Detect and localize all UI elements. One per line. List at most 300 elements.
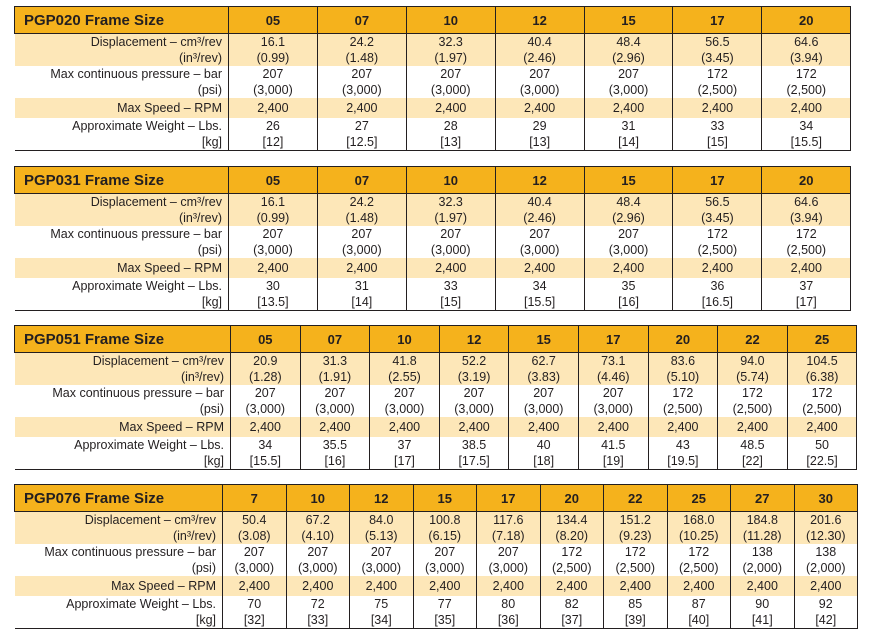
spec-row-pressure-psi bbox=[15, 242, 851, 258]
value-cell: 134.4 bbox=[540, 512, 604, 529]
size-header: 25 bbox=[787, 326, 857, 353]
value-cell: 56.5 bbox=[673, 194, 762, 211]
value-cell: 41.5 bbox=[578, 437, 648, 453]
value-cell: 52.2 bbox=[439, 353, 509, 370]
value-cell: 207 bbox=[229, 66, 318, 82]
value-cell: (4.46) bbox=[578, 369, 648, 385]
value-cell: (2.46) bbox=[495, 210, 584, 226]
value-cell: 2,400 bbox=[673, 98, 762, 118]
value-cell: 2,400 bbox=[495, 98, 584, 118]
value-cell: 100.8 bbox=[413, 512, 477, 529]
row-label: Max continuous pressure – bar bbox=[15, 66, 229, 82]
value-cell: 172 bbox=[648, 385, 718, 401]
row-label: Max Speed – RPM bbox=[15, 98, 229, 118]
spec-row-pressure-psi bbox=[15, 560, 858, 576]
value-cell: 50.4 bbox=[223, 512, 287, 529]
size-header: 07 bbox=[300, 326, 370, 353]
value-cell: 2,400 bbox=[673, 258, 762, 278]
value-cell: 92 bbox=[794, 596, 858, 612]
value-cell: 207 bbox=[495, 66, 584, 82]
size-header: 17 bbox=[477, 485, 541, 512]
value-cell: (0.99) bbox=[229, 210, 318, 226]
value-cell: (2,500) bbox=[718, 401, 788, 417]
value-cell: [39] bbox=[604, 612, 668, 629]
spec-table bbox=[14, 325, 857, 470]
value-cell: 2,400 bbox=[439, 417, 509, 437]
frame-size-title: PGP051 Frame Size bbox=[15, 326, 231, 353]
value-cell: 33 bbox=[673, 118, 762, 134]
size-header: 22 bbox=[718, 326, 788, 353]
spec-row-pressure-psi bbox=[15, 401, 857, 417]
value-cell: 151.2 bbox=[604, 512, 668, 529]
value-cell: (3.94) bbox=[762, 210, 851, 226]
value-cell: [19.5] bbox=[648, 453, 718, 470]
value-cell: 172 bbox=[762, 66, 851, 82]
value-cell: [22] bbox=[718, 453, 788, 470]
size-header: 17 bbox=[673, 7, 762, 34]
spec-row-weight-lbs bbox=[15, 437, 857, 453]
value-cell: 62.7 bbox=[509, 353, 579, 370]
row-label: Max continuous pressure – bar bbox=[15, 226, 229, 242]
row-label: (in³/rev) bbox=[15, 369, 231, 385]
value-cell: (3,000) bbox=[495, 242, 584, 258]
value-cell: [17] bbox=[762, 294, 851, 311]
value-cell: [15.5] bbox=[762, 134, 851, 151]
value-cell: (12.30) bbox=[794, 528, 858, 544]
value-cell: (3.08) bbox=[223, 528, 287, 544]
row-label: [kg] bbox=[15, 453, 231, 470]
value-cell: [40] bbox=[667, 612, 731, 629]
spec-row-displacement-cm3 bbox=[15, 353, 857, 370]
row-label: [kg] bbox=[15, 134, 229, 151]
value-cell: 35 bbox=[584, 278, 673, 294]
value-cell: 2,400 bbox=[584, 98, 673, 118]
spec-row-displacement-in3 bbox=[15, 528, 858, 544]
value-cell: 207 bbox=[286, 544, 350, 560]
value-cell: 40 bbox=[509, 437, 579, 453]
value-cell: 2,400 bbox=[762, 98, 851, 118]
value-cell: 24.2 bbox=[317, 34, 406, 51]
value-cell: (3.83) bbox=[509, 369, 579, 385]
row-label: Max Speed – RPM bbox=[15, 576, 223, 596]
value-cell: (6.38) bbox=[787, 369, 857, 385]
value-cell: (2,500) bbox=[667, 560, 731, 576]
value-cell: (8.20) bbox=[540, 528, 604, 544]
value-cell: 172 bbox=[667, 544, 731, 560]
value-cell: (2.55) bbox=[370, 369, 440, 385]
value-cell: 28 bbox=[406, 118, 495, 134]
value-cell: (2,500) bbox=[762, 242, 851, 258]
value-cell: 34 bbox=[762, 118, 851, 134]
value-cell: (3.45) bbox=[673, 50, 762, 66]
value-cell: 2,400 bbox=[317, 98, 406, 118]
size-header: 10 bbox=[286, 485, 350, 512]
value-cell: 2,400 bbox=[406, 98, 495, 118]
size-header: 10 bbox=[370, 326, 440, 353]
value-cell: (2,500) bbox=[604, 560, 668, 576]
value-cell: 30 bbox=[229, 278, 318, 294]
value-cell: 64.6 bbox=[762, 34, 851, 51]
value-cell: 104.5 bbox=[787, 353, 857, 370]
spec-row-pressure-bar bbox=[15, 385, 857, 401]
value-cell: 2,400 bbox=[794, 576, 858, 596]
value-cell: [37] bbox=[540, 612, 604, 629]
value-cell: (3,000) bbox=[509, 401, 579, 417]
row-label: (psi) bbox=[15, 560, 223, 576]
value-cell: 138 bbox=[731, 544, 795, 560]
row-label: Approximate Weight – Lbs. bbox=[15, 118, 229, 134]
spec-row-displacement-cm3 bbox=[15, 194, 851, 211]
value-cell: [19] bbox=[578, 453, 648, 470]
value-cell: 207 bbox=[439, 385, 509, 401]
spec-row-pressure-bar bbox=[15, 544, 858, 560]
value-cell: 2,400 bbox=[495, 258, 584, 278]
size-header: 20 bbox=[762, 167, 851, 194]
value-cell: 172 bbox=[762, 226, 851, 242]
value-cell: [35] bbox=[413, 612, 477, 629]
row-label: [kg] bbox=[15, 612, 223, 629]
value-cell: (2,500) bbox=[648, 401, 718, 417]
value-cell: (3,000) bbox=[317, 82, 406, 98]
spec-row-weight-lbs bbox=[15, 278, 851, 294]
value-cell: 207 bbox=[231, 385, 301, 401]
value-cell: (2,500) bbox=[673, 242, 762, 258]
value-cell: 207 bbox=[477, 544, 541, 560]
size-header: 22 bbox=[604, 485, 668, 512]
value-cell: 2,400 bbox=[286, 576, 350, 596]
row-label: Approximate Weight – Lbs. bbox=[15, 278, 229, 294]
value-cell: 2,400 bbox=[229, 258, 318, 278]
value-cell: [14] bbox=[584, 134, 673, 151]
value-cell: (5.74) bbox=[718, 369, 788, 385]
size-header: 07 bbox=[317, 7, 406, 34]
value-cell: 2,400 bbox=[584, 258, 673, 278]
value-cell: 172 bbox=[604, 544, 668, 560]
value-cell: [16] bbox=[300, 453, 370, 470]
size-header: 7 bbox=[223, 485, 287, 512]
value-cell: 207 bbox=[223, 544, 287, 560]
size-header: 20 bbox=[762, 7, 851, 34]
value-cell: 207 bbox=[406, 226, 495, 242]
value-cell: 31.3 bbox=[300, 353, 370, 370]
spec-row-pressure-bar bbox=[15, 66, 851, 82]
value-cell: (3,000) bbox=[286, 560, 350, 576]
size-header: 20 bbox=[648, 326, 718, 353]
value-cell: (1.48) bbox=[317, 50, 406, 66]
value-cell: 207 bbox=[317, 66, 406, 82]
value-cell: 67.2 bbox=[286, 512, 350, 529]
value-cell: [42] bbox=[794, 612, 858, 629]
value-cell: 207 bbox=[300, 385, 370, 401]
spec-row-max-speed bbox=[15, 258, 851, 278]
value-cell: 2,400 bbox=[787, 417, 857, 437]
value-cell: [15] bbox=[673, 134, 762, 151]
spec-row-max-speed bbox=[15, 417, 857, 437]
value-cell: [22.5] bbox=[787, 453, 857, 470]
value-cell: 36 bbox=[673, 278, 762, 294]
value-cell: [13.5] bbox=[229, 294, 318, 311]
value-cell: 34 bbox=[495, 278, 584, 294]
value-cell: 2,400 bbox=[540, 576, 604, 596]
value-cell: (3,000) bbox=[584, 242, 673, 258]
value-cell: 40.4 bbox=[495, 194, 584, 211]
value-cell: (2.96) bbox=[584, 210, 673, 226]
value-cell: (3,000) bbox=[584, 82, 673, 98]
size-header: 15 bbox=[584, 167, 673, 194]
size-header: 05 bbox=[229, 7, 318, 34]
value-cell: [16] bbox=[584, 294, 673, 311]
row-label: (psi) bbox=[15, 401, 231, 417]
value-cell: 48.4 bbox=[584, 34, 673, 51]
value-cell: 56.5 bbox=[673, 34, 762, 51]
value-cell: 2,400 bbox=[578, 417, 648, 437]
value-cell: (9.23) bbox=[604, 528, 668, 544]
value-cell: 37 bbox=[762, 278, 851, 294]
value-cell: (0.99) bbox=[229, 50, 318, 66]
value-cell: 207 bbox=[350, 544, 414, 560]
value-cell: (3,000) bbox=[477, 560, 541, 576]
value-cell: [17] bbox=[370, 453, 440, 470]
size-header: 10 bbox=[406, 7, 495, 34]
value-cell: 2,400 bbox=[648, 417, 718, 437]
value-cell: (3,000) bbox=[495, 82, 584, 98]
value-cell: 87 bbox=[667, 596, 731, 612]
value-cell: 207 bbox=[495, 226, 584, 242]
value-cell: 41.8 bbox=[370, 353, 440, 370]
size-header: 20 bbox=[540, 485, 604, 512]
value-cell: 82 bbox=[540, 596, 604, 612]
value-cell: 32.3 bbox=[406, 34, 495, 51]
value-cell: 207 bbox=[584, 66, 673, 82]
value-cell: (6.15) bbox=[413, 528, 477, 544]
spec-row-weight-kg bbox=[15, 294, 851, 311]
value-cell: (3,000) bbox=[317, 242, 406, 258]
row-label: Approximate Weight – Lbs. bbox=[15, 437, 231, 453]
spec-table bbox=[14, 6, 851, 151]
size-header: 15 bbox=[413, 485, 477, 512]
value-cell: 172 bbox=[540, 544, 604, 560]
value-cell: (3,000) bbox=[406, 242, 495, 258]
size-header: 17 bbox=[578, 326, 648, 353]
value-cell: [34] bbox=[350, 612, 414, 629]
value-cell: (2,000) bbox=[794, 560, 858, 576]
size-header: 12 bbox=[350, 485, 414, 512]
value-cell: (5.10) bbox=[648, 369, 718, 385]
value-cell: 207 bbox=[406, 66, 495, 82]
value-cell: (3,000) bbox=[300, 401, 370, 417]
value-cell: [36] bbox=[477, 612, 541, 629]
value-cell: 33 bbox=[406, 278, 495, 294]
size-header: 27 bbox=[731, 485, 795, 512]
value-cell: 80 bbox=[477, 596, 541, 612]
value-cell: (2,000) bbox=[731, 560, 795, 576]
value-cell: (3,000) bbox=[229, 82, 318, 98]
size-header: 12 bbox=[495, 7, 584, 34]
value-cell: 201.6 bbox=[794, 512, 858, 529]
value-cell: 172 bbox=[673, 226, 762, 242]
value-cell: 207 bbox=[578, 385, 648, 401]
value-cell: 26 bbox=[229, 118, 318, 134]
value-cell: 38.5 bbox=[439, 437, 509, 453]
value-cell: (11.28) bbox=[731, 528, 795, 544]
value-cell: 16.1 bbox=[229, 194, 318, 211]
value-cell: [12.5] bbox=[317, 134, 406, 151]
spec-row-weight-kg bbox=[15, 134, 851, 151]
value-cell: [41] bbox=[731, 612, 795, 629]
value-cell: 90 bbox=[731, 596, 795, 612]
value-cell: 2,400 bbox=[477, 576, 541, 596]
row-label: Displacement – cm³/rev bbox=[15, 34, 229, 51]
spec-row-max-speed bbox=[15, 576, 858, 596]
value-cell: (3,000) bbox=[229, 242, 318, 258]
spec-row-weight-lbs bbox=[15, 118, 851, 134]
row-label: [kg] bbox=[15, 294, 229, 311]
value-cell: 70 bbox=[223, 596, 287, 612]
row-label: Max continuous pressure – bar bbox=[15, 544, 223, 560]
value-cell: [15.5] bbox=[231, 453, 301, 470]
value-cell: (3,000) bbox=[223, 560, 287, 576]
value-cell: 43 bbox=[648, 437, 718, 453]
value-cell: 184.8 bbox=[731, 512, 795, 529]
value-cell: 32.3 bbox=[406, 194, 495, 211]
row-label: (psi) bbox=[15, 82, 229, 98]
row-label: Max continuous pressure – bar bbox=[15, 385, 231, 401]
value-cell: [17.5] bbox=[439, 453, 509, 470]
value-cell: 2,400 bbox=[223, 576, 287, 596]
value-cell: 2,400 bbox=[413, 576, 477, 596]
value-cell: (3,000) bbox=[578, 401, 648, 417]
value-cell: 40.4 bbox=[495, 34, 584, 51]
value-cell: 172 bbox=[787, 385, 857, 401]
value-cell: (3,000) bbox=[370, 401, 440, 417]
value-cell: (7.18) bbox=[477, 528, 541, 544]
size-header: 05 bbox=[231, 326, 301, 353]
value-cell: [16.5] bbox=[673, 294, 762, 311]
spec-row-weight-kg bbox=[15, 612, 858, 629]
value-cell: 85 bbox=[604, 596, 668, 612]
value-cell: [13] bbox=[495, 134, 584, 151]
value-cell: 117.6 bbox=[477, 512, 541, 529]
value-cell: (3,000) bbox=[413, 560, 477, 576]
value-cell: [33] bbox=[286, 612, 350, 629]
value-cell: 64.6 bbox=[762, 194, 851, 211]
value-cell: (3.94) bbox=[762, 50, 851, 66]
value-cell: 73.1 bbox=[578, 353, 648, 370]
value-cell: (3,000) bbox=[350, 560, 414, 576]
value-cell: 31 bbox=[317, 278, 406, 294]
spec-table bbox=[14, 166, 851, 311]
size-header: 12 bbox=[439, 326, 509, 353]
value-cell: (1.91) bbox=[300, 369, 370, 385]
value-cell: 2,400 bbox=[762, 258, 851, 278]
row-label: (in³/rev) bbox=[15, 210, 229, 226]
row-label: Displacement – cm³/rev bbox=[15, 512, 223, 529]
value-cell: (3.45) bbox=[673, 210, 762, 226]
spec-row-weight-lbs bbox=[15, 596, 858, 612]
spec-row-pressure-psi bbox=[15, 82, 851, 98]
spec-row-displacement-in3 bbox=[15, 210, 851, 226]
value-cell: 77 bbox=[413, 596, 477, 612]
value-cell: 35.5 bbox=[300, 437, 370, 453]
value-cell: (2,500) bbox=[787, 401, 857, 417]
value-cell: 84.0 bbox=[350, 512, 414, 529]
size-header: 07 bbox=[317, 167, 406, 194]
spec-row-displacement-cm3 bbox=[15, 34, 851, 51]
value-cell: 172 bbox=[718, 385, 788, 401]
value-cell: 31 bbox=[584, 118, 673, 134]
value-cell: 207 bbox=[509, 385, 579, 401]
spec-row-max-speed bbox=[15, 98, 851, 118]
value-cell: 2,400 bbox=[667, 576, 731, 596]
row-label: Max Speed – RPM bbox=[15, 417, 231, 437]
value-cell: 172 bbox=[673, 66, 762, 82]
value-cell: (10.25) bbox=[667, 528, 731, 544]
value-cell: (1.28) bbox=[231, 369, 301, 385]
value-cell: 2,400 bbox=[406, 258, 495, 278]
value-cell: (4.10) bbox=[286, 528, 350, 544]
value-cell: 2,400 bbox=[370, 417, 440, 437]
value-cell: 207 bbox=[370, 385, 440, 401]
value-cell: 34 bbox=[231, 437, 301, 453]
value-cell: 168.0 bbox=[667, 512, 731, 529]
value-cell: 207 bbox=[413, 544, 477, 560]
value-cell: [32] bbox=[223, 612, 287, 629]
row-label: (psi) bbox=[15, 242, 229, 258]
value-cell: (2,500) bbox=[762, 82, 851, 98]
value-cell: [13] bbox=[406, 134, 495, 151]
row-label: (in³/rev) bbox=[15, 50, 229, 66]
spec-row-weight-kg bbox=[15, 453, 857, 470]
row-label: Approximate Weight – Lbs. bbox=[15, 596, 223, 612]
size-header: 10 bbox=[406, 167, 495, 194]
size-header: 17 bbox=[673, 167, 762, 194]
value-cell: 94.0 bbox=[718, 353, 788, 370]
value-cell: (5.13) bbox=[350, 528, 414, 544]
value-cell: 2,400 bbox=[229, 98, 318, 118]
value-cell: [18] bbox=[509, 453, 579, 470]
size-header: 15 bbox=[509, 326, 579, 353]
spec-row-displacement-in3 bbox=[15, 369, 857, 385]
spec-row-pressure-bar bbox=[15, 226, 851, 242]
value-cell: 207 bbox=[584, 226, 673, 242]
value-cell: (3,000) bbox=[439, 401, 509, 417]
value-cell: 75 bbox=[350, 596, 414, 612]
value-cell: (3.19) bbox=[439, 369, 509, 385]
value-cell: (3,000) bbox=[406, 82, 495, 98]
size-header: 30 bbox=[794, 485, 858, 512]
value-cell: (1.48) bbox=[317, 210, 406, 226]
value-cell: [14] bbox=[317, 294, 406, 311]
value-cell: 2,400 bbox=[718, 417, 788, 437]
value-cell: 50 bbox=[787, 437, 857, 453]
frame-size-title: PGP031 Frame Size bbox=[15, 167, 229, 194]
value-cell: 27 bbox=[317, 118, 406, 134]
value-cell: 83.6 bbox=[648, 353, 718, 370]
value-cell: [15] bbox=[406, 294, 495, 311]
value-cell: (1.97) bbox=[406, 210, 495, 226]
value-cell: 72 bbox=[286, 596, 350, 612]
row-label: Displacement – cm³/rev bbox=[15, 353, 231, 370]
value-cell: [15.5] bbox=[495, 294, 584, 311]
value-cell: 24.2 bbox=[317, 194, 406, 211]
value-cell: (3,000) bbox=[231, 401, 301, 417]
value-cell: 2,400 bbox=[350, 576, 414, 596]
value-cell: 2,400 bbox=[731, 576, 795, 596]
size-header: 15 bbox=[584, 7, 673, 34]
value-cell: 2,400 bbox=[509, 417, 579, 437]
value-cell: (2.96) bbox=[584, 50, 673, 66]
value-cell: 48.4 bbox=[584, 194, 673, 211]
